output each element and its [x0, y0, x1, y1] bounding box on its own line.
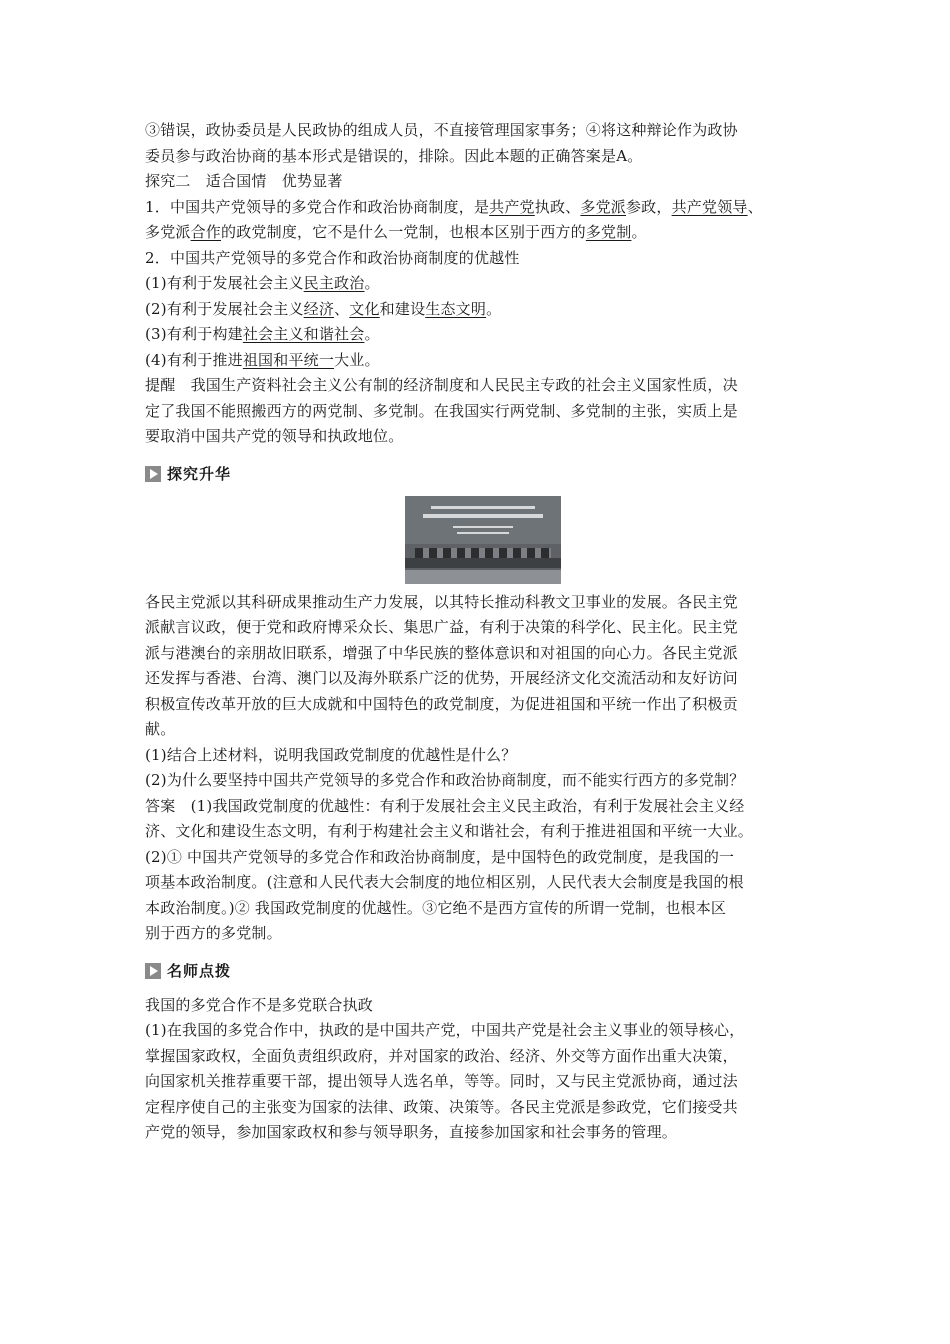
photo-flowers: [405, 570, 561, 584]
play-triangle-icon: [145, 963, 161, 979]
point-1-cont: 多党派合作的政党制度，它不是什么一党制，也根本区别于西方的多党制。: [145, 223, 647, 241]
answer-line: 答案 (1)我国政党制度的优越性：有利于发展社会主义民主政治，有利于发展社会主义经: [145, 796, 745, 815]
section-title: 名师点拨: [167, 962, 232, 980]
material-line: 派与港澳台的亲朋故旧联系，增强了中华民族的整体意识和对祖国的向心力。各民主党派: [145, 643, 738, 662]
section-label-explore: [145, 464, 821, 484]
list-item: (3)有利于构建社会主义和谐社会。: [145, 325, 380, 343]
material-line: 还发挥与香港、台湾、澳门以及海外联系广泛的优势，开展经济文化交流活动和友好访问: [145, 669, 738, 687]
photo-banner-text: [423, 514, 543, 518]
answer-line: 济、文化和建设生态文明，有利于构建社会主义和谐社会，有利于推进祖国和平统一大业。: [145, 822, 754, 840]
answer-line: 别于西方的多党制。: [145, 924, 282, 942]
list-item: (2)有利于发展社会主义经济、文化和建设生态文明。: [145, 299, 502, 318]
material-line: 积极宣传改革开放的巨大成就和中国特色的政党制度，为促进祖国和平统一作出了积极贡: [145, 694, 738, 713]
photo-banner-text: [457, 532, 509, 534]
reminder-line: 定了我国不能照搬西方的两党制、多党制。在我国实行两党制、多党制的主张，实质上是: [145, 401, 738, 420]
text-line: 委员参与政治协商的基本形式是错误的，排除。因此本题的正确答案是A。: [145, 146, 643, 165]
list-item: (4)有利于推进祖国和平统一大业。: [145, 350, 380, 369]
tips-line: (1)在我国的多党合作中，执政的是中国共产党，中国共产党是社会主义事业的领导核心，: [145, 1021, 745, 1039]
question-2: (2)为什么要坚持中国共产党领导的多党合作和政治协商制度，而不能实行西方的多党制？: [145, 771, 745, 789]
document-page: [145, 118, 821, 1146]
section-heading: 探究二 适合国情 优势显著: [145, 172, 343, 190]
play-triangle-icon: [145, 466, 161, 482]
photo-container: [145, 496, 821, 584]
material-line: 各民主党派以其科研成果推动生产力发展，以其特长推动科教文卫事业的发展。各民主党: [145, 592, 738, 611]
section-label-tips: [145, 961, 821, 981]
point-2: 2．中国共产党领导的多党合作和政治协商制度的优越性: [145, 248, 520, 267]
question-1: (1)结合上述材料，说明我国政党制度的优越性是什么？: [145, 745, 517, 764]
material-line: 派献言议政，便于党和政府博采众长、集思广益，有利于决策的科学化、民主化。民主党: [145, 618, 738, 636]
meeting-photo: [405, 496, 561, 584]
point-1: 1．中国共产党领导的多党合作和政治协商制度，是共产党执政、多党派参政，共产党领导、: [145, 197, 763, 216]
answer-line: 项基本政治制度。(注意和人民代表大会制度的地位相区别，人民代表大会制度是我国的根: [145, 873, 744, 891]
tips-line: 产党的领导，参加国家政权和参与领导职务，直接参加国家和社会事务的管理。: [145, 1123, 678, 1141]
reminder-line: 要取消中国共产党的领导和执政地位。: [145, 427, 404, 445]
section-title: 探究升华: [167, 465, 232, 483]
photo-table: [405, 558, 561, 568]
text-line: ③错误，政协委员是人民政协的组成人员，不直接管理国家事务；④将这种辩论作为政协: [145, 121, 738, 139]
tips-line: 向国家机关推荐重要干部，提出领导人选名单，等等。同时，又与民主党派协商，通过法: [145, 1072, 738, 1090]
tips-line: 定程序使自己的主张变为国家的法律、政策、决策等。各民主党派是参政党，它们接受共: [145, 1097, 738, 1116]
tips-title: 我国的多党合作不是多党联合执政: [145, 995, 374, 1014]
tips-line: 掌握国家政权，全面负责组织政府，并对国家的政治、经济、外交等方面作出重大决策，: [145, 1046, 738, 1065]
photo-banner: [405, 496, 561, 544]
photo-banner-text: [453, 526, 513, 528]
answer-line: 本政治制度。)② 我国政党制度的优越性。③它绝不是西方宣传的所谓一党制，也根本区: [145, 898, 727, 917]
photo-banner-text: [431, 506, 535, 509]
answer-line: (2)① 中国共产党领导的多党合作和政治协商制度，是中国特色的政党制度，是我国的一: [145, 847, 735, 866]
list-item: (1)有利于发展社会主义民主政治。: [145, 274, 380, 292]
reminder-line: 提醒 我国生产资料社会主义公有制的经济制度和人民民主专政的社会主义国家性质，决: [145, 376, 738, 394]
material-line: 献。: [145, 720, 176, 738]
